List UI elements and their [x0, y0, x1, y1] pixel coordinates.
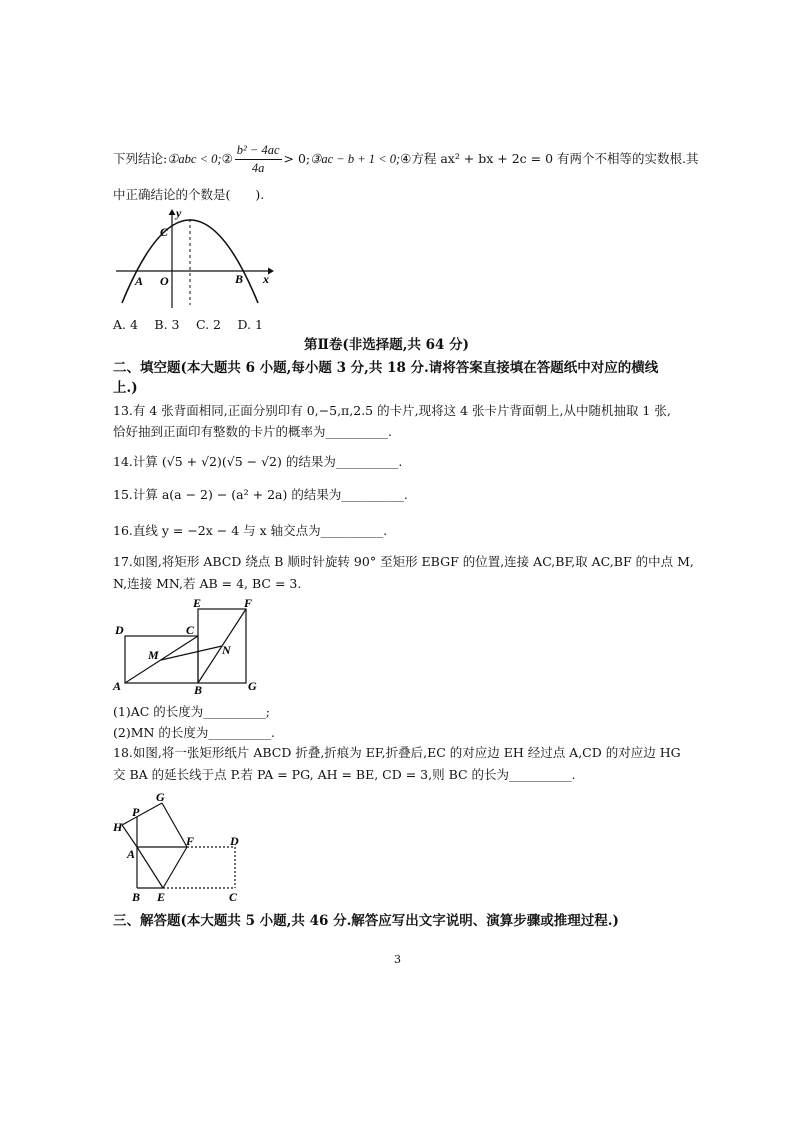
q12-conclusion-2-tail: > 0; [283, 151, 311, 166]
point-e-label: E [193, 596, 202, 610]
segment-hg [122, 803, 162, 825]
point-c-label: C [186, 623, 195, 637]
point-b-label: B [132, 890, 141, 904]
q12-conclusion-1: ①abc < 0; [167, 152, 222, 166]
q12-conclusion-2-lead: ② [221, 151, 233, 166]
q14: 14.计算 (√5 + √2)(√5 − √2) 的结果为__________. [113, 454, 403, 469]
point-c-label: C [160, 225, 169, 239]
q17-line2: N,连接 MN,若 AB = 4, BC = 3. [113, 576, 302, 591]
q12-conclusion-4: ④方程 ax² + bx + 2c = 0 有两个不相等的实数根.其 [400, 151, 699, 166]
q12-parabola-figure [110, 205, 275, 310]
q12-conclusion-3: ③ac − b + 1 < 0; [310, 152, 401, 166]
y-axis-label: y [176, 206, 182, 220]
q12-fraction-denominator: 4a [251, 161, 265, 175]
point-p-label: P [132, 805, 140, 819]
point-h-label: H [113, 820, 123, 834]
segment-eh [122, 825, 137, 847]
q18-line1: 18.如图,将一张矩形纸片 ABCD 折叠,折痕为 EF,折叠后,EC 的对应边 EH 经过点 A,CD 的对应边 HG [113, 745, 681, 760]
point-a-label: A [113, 679, 122, 693]
point-f-label: F [244, 596, 253, 610]
q17-rectangle-figure [110, 595, 270, 697]
point-b-label: B [194, 683, 203, 697]
point-c-label: C [229, 890, 238, 904]
section2-heading-line1: 二、填空题(本大题共 6 小题,每小题 3 分,共 18 分.请将答案直接填在答题纸中对应的横线 [113, 360, 659, 376]
q12-fraction [235, 142, 282, 177]
q12-stem-line2: 中正确结论的个数是( ). [113, 187, 265, 202]
q17-sub1: (1)AC 的长度为__________; [113, 704, 270, 719]
x-axis-label: x [263, 272, 269, 286]
q15: 15.计算 a(a − 2) − (a² + 2a) 的结果为__________. [113, 487, 408, 502]
point-n-label: N [222, 643, 231, 657]
q17-sub2: (2)MN 的长度为__________. [113, 725, 275, 740]
point-f-label: F [186, 834, 195, 848]
point-d-label: D [115, 623, 124, 637]
page-number: 3 [394, 953, 401, 966]
q18-line2: 交 BA 的延长线于点 P.若 PA = PG, AH = BE, CD = 3,则 BC 的长为__________. [113, 767, 576, 782]
section3-heading: 三、解答题(本大题共 5 小题,共 46 分.解答应写出文字说明、演算步骤或推理过程.) [113, 913, 619, 929]
segment-gf [162, 803, 187, 847]
q12-stem-line1 [113, 140, 699, 178]
section2-heading-line2: 上.) [113, 380, 138, 396]
point-e-label: E [157, 890, 166, 904]
point-g-label: G [248, 679, 257, 693]
q13-line2: 恰好抽到正面印有整数的卡片的概率为__________. [113, 424, 392, 439]
point-a-label: A [127, 847, 136, 861]
y-axis-arrow [169, 209, 176, 215]
q13-line1: 13.有 4 张背面相同,正面分别印有 0,−5,π,2.5 的卡片,现将这 4 张卡片背面朝上,从中随机抽取 1 张, [113, 403, 671, 418]
q18-fold-figure [110, 790, 250, 910]
point-a-label: A [135, 274, 144, 288]
point-m-label: M [148, 648, 159, 662]
segment-ef [163, 847, 187, 888]
q12-stem-prefix: 下列结论: [113, 151, 168, 166]
q16: 16.直线 y = −2x − 4 与 x 轴交点为__________. [113, 523, 388, 538]
segment-mn [161, 646, 222, 660]
point-d-label: D [230, 834, 239, 848]
point-b-label: B [235, 272, 244, 286]
segment-ea [137, 847, 163, 888]
point-g-label: G [156, 790, 165, 804]
origin-label: O [160, 274, 169, 288]
q17-line1: 17.如图,将矩形 ABCD 绕点 B 顺时针旋转 90° 至矩形 EBGF 的位置,连接 AC,BF,取 AC,BF 的中点 M, [113, 554, 694, 569]
q12-fraction-numerator: b² − 4ac [235, 142, 282, 160]
q12-options: A. 4 B. 3 C. 2 D. 1 [113, 317, 263, 332]
part2-title: 第Ⅱ卷(非选择题,共 64 分) [304, 337, 470, 353]
